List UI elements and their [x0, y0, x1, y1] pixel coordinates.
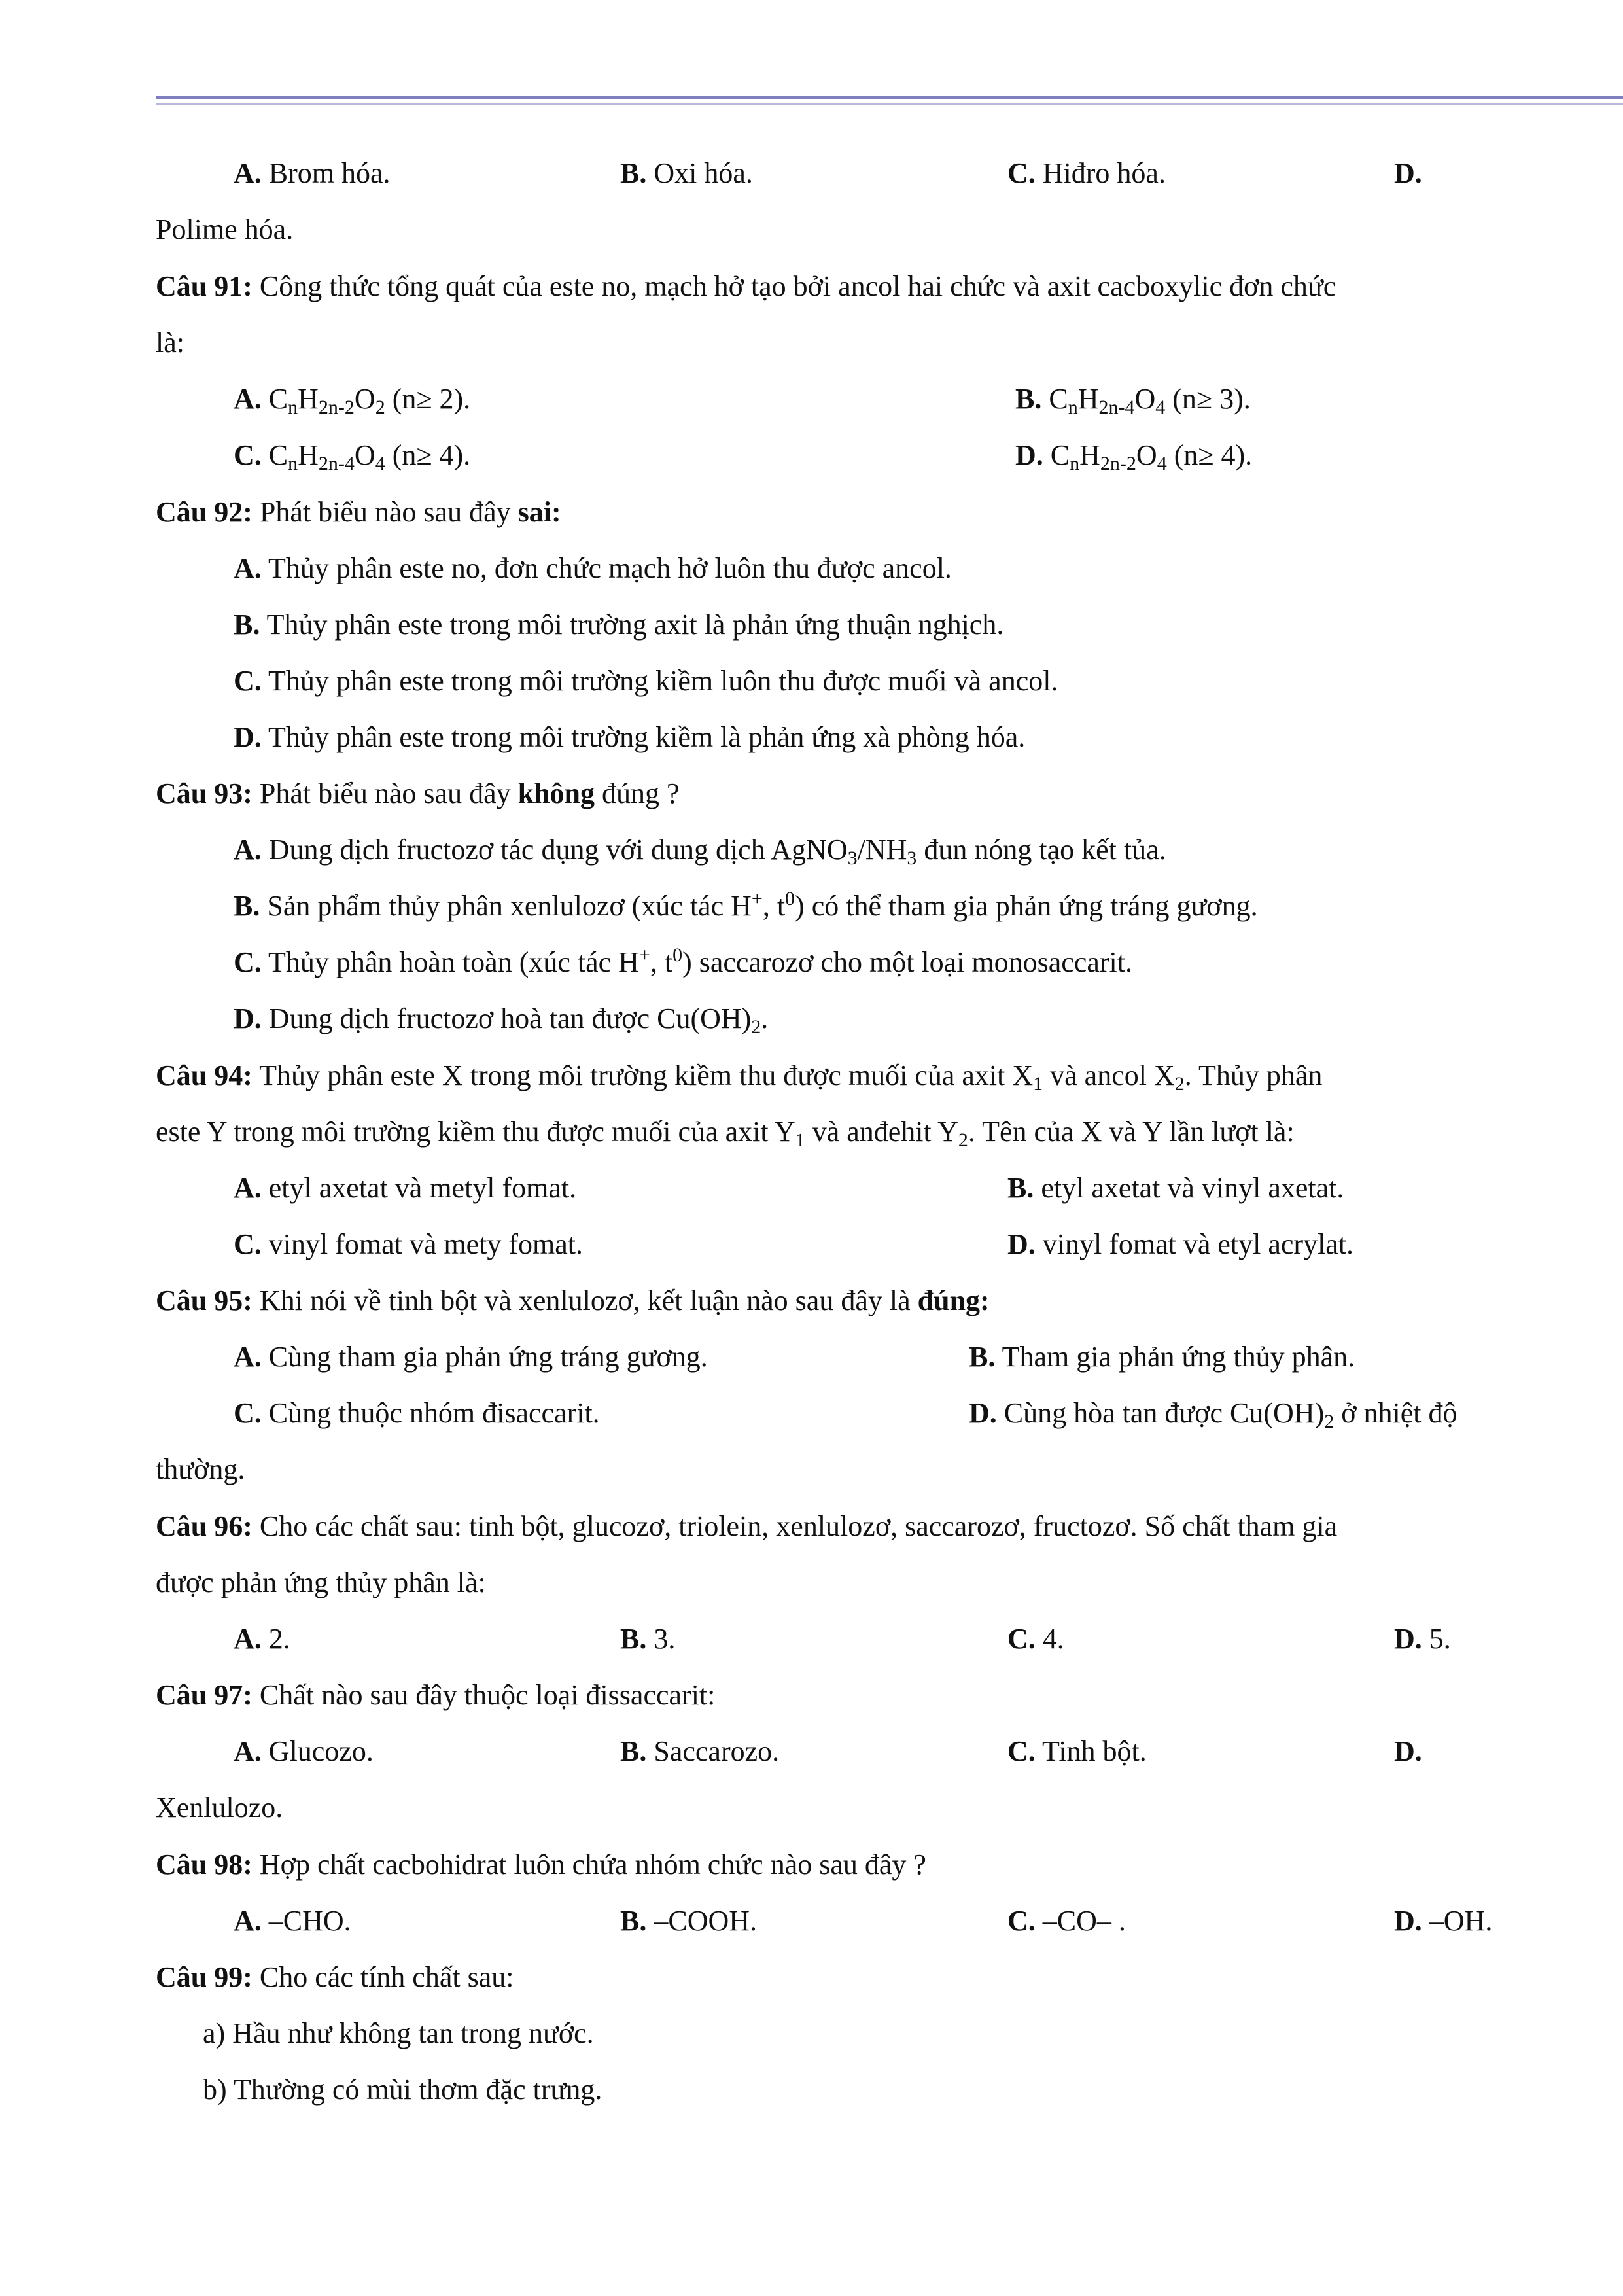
- q95-option-a: A. Cùng tham gia phản ứng tráng gương.: [234, 1341, 708, 1373]
- q93-stem: Câu 93: Phát biểu nào sau đây không đúng ?: [156, 777, 680, 809]
- q91-option-a: A. $C_nH_{2n-2}O_2$ (n≥ 2).: [234, 383, 471, 418]
- q94-option-a: A. etyl axetat và metyl fomat.: [234, 1172, 577, 1204]
- q96-stem-wrap: được phản ứng thủy phân là:: [156, 1566, 486, 1598]
- q91-option-b: B. $C_nH_{2n-4}O_4$ (n≥ 3).: [1015, 383, 1251, 418]
- q92-option-d: D. Thủy phân este trong môi trường kiềm là phản ứng xà phòng hóa.: [234, 721, 1026, 753]
- q90-option-c: C. Hiđro hóa.: [1007, 157, 1166, 189]
- q96-option-a: A. 2.: [234, 1623, 290, 1655]
- q90-option-d-text: Polime hóa.: [156, 213, 294, 245]
- q97-option-d: D.: [1394, 1735, 1422, 1767]
- q92-option-a: A. Thủy phân este no, đơn chức mạch hở luôn thu được ancol.: [234, 552, 952, 584]
- q95-option-b: B. Tham gia phản ứng thủy phân.: [969, 1341, 1355, 1373]
- q97-option-b: B. Saccarozo.: [620, 1735, 780, 1767]
- q93-option-d: D. Dung dịch fructozơ hoà tan được $Cu(OH)_2$.: [234, 1002, 769, 1038]
- q97-stem: Câu 97: Chất nào sau đây thuộc loại đissaccarit:: [156, 1679, 716, 1711]
- q96-option-b: B. 3.: [620, 1623, 676, 1655]
- q92-stem: Câu 92: Phát biểu nào sau đây sai:: [156, 496, 561, 528]
- q98-stem: Câu 98: Hợp chất cacbohidrat luôn chứa nhóm chức nào sau đây ?: [156, 1848, 926, 1881]
- q94-option-c: C. vinyl fomat và mety fomat.: [234, 1228, 583, 1260]
- q98-option-a: A. –CHO.: [234, 1905, 351, 1937]
- q97-option-a: A. Glucozo.: [234, 1735, 374, 1767]
- q94-option-d: D. vinyl fomat và etyl acrylat.: [1007, 1228, 1354, 1260]
- q97-option-d-text: Xenlulozo.: [156, 1792, 283, 1824]
- header-rule-thin: [156, 103, 1623, 105]
- q99-property-b: b) Thường có mùi thơm đặc trưng.: [203, 2074, 602, 2106]
- q95-option-d-wrap: thường.: [156, 1453, 245, 1485]
- q93-option-c: C. Thủy phân hoàn toàn (xúc tác H+, $t^0$) saccarozơ cho một loại monosaccarit.: [234, 944, 1132, 978]
- q98-option-b: B. –COOH.: [620, 1905, 758, 1937]
- q91-option-d: D. $C_nH_{2n-2}O_4$ (n≥ 4).: [1015, 439, 1253, 474]
- q99-property-a: a) Hầu như không tan trong nước.: [203, 2017, 594, 2049]
- q93-option-a: A. Dung dịch fructozơ tác dụng với dung dịch $AgNO_3/NH_3$ đun nóng tạo kết tủa.: [234, 834, 1166, 869]
- q94-option-b: B. etyl axetat và vinyl axetat.: [1007, 1172, 1344, 1204]
- q92-option-b: B. Thủy phân este trong môi trường axit là phản ứng thuận nghịch.: [234, 609, 1004, 641]
- q91-option-c: C. $C_nH_{2n-4}O_4$ (n≥ 4).: [234, 439, 471, 474]
- q94-stem-wrap: este Y trong môi trường kiềm thu được muối của axit $Y_1$ và anđehit $Y_2$. Tên của X và Y lần lượt là:: [156, 1116, 1295, 1151]
- q98-option-d: D. –OH.: [1394, 1905, 1493, 1937]
- q99-stem: Câu 99: Cho các tính chất sau:: [156, 1961, 514, 1993]
- q94-stem: Câu 94: Thủy phân este X trong môi trường kiềm thu được muối của axit $X_1$ và ancol $X_2$. Thủy phân: [156, 1059, 1323, 1095]
- q90-option-d: D.: [1394, 157, 1422, 189]
- q90-option-a: A. Brom hóa.: [234, 157, 391, 189]
- q97-option-c: C. Tinh bột.: [1007, 1735, 1147, 1767]
- q95-stem: Câu 95: Khi nói về tinh bột và xenlulozơ, kết luận nào sau đây là đúng:: [156, 1284, 990, 1316]
- q95-option-c: C. Cùng thuộc nhóm đisaccarit.: [234, 1397, 600, 1429]
- q91-stem: Câu 91: Công thức tổng quát của este no, mạch hở tạo bởi ancol hai chức và axit cacboxylic đơn chức: [156, 270, 1336, 302]
- q96-option-c: C. 4.: [1007, 1623, 1064, 1655]
- q95-option-d: D. Cùng hòa tan được $Cu(OH)_2$ ở nhiệt độ: [969, 1397, 1457, 1432]
- q98-option-c: C. –CO– .: [1007, 1905, 1126, 1937]
- q96-option-d: D. 5.: [1394, 1623, 1451, 1655]
- q90-option-b: B. Oxi hóa.: [620, 157, 753, 189]
- q96-stem: Câu 96: Cho các chất sau: tinh bột, glucozơ, triolein, xenlulozơ, saccarozơ, fructozơ. Số chất tham gia: [156, 1510, 1338, 1542]
- q93-option-b: B. Sản phẩm thủy phân xenlulozơ (xúc tác H+, $t^0$) có thể tham gia phản ứng tráng gương.: [234, 888, 1258, 922]
- q91-stem-wrap: là:: [156, 327, 184, 359]
- q92-option-c: C. Thủy phân este trong môi trường kiềm luôn thu được muối và ancol.: [234, 665, 1058, 697]
- header-rule: [156, 96, 1623, 99]
